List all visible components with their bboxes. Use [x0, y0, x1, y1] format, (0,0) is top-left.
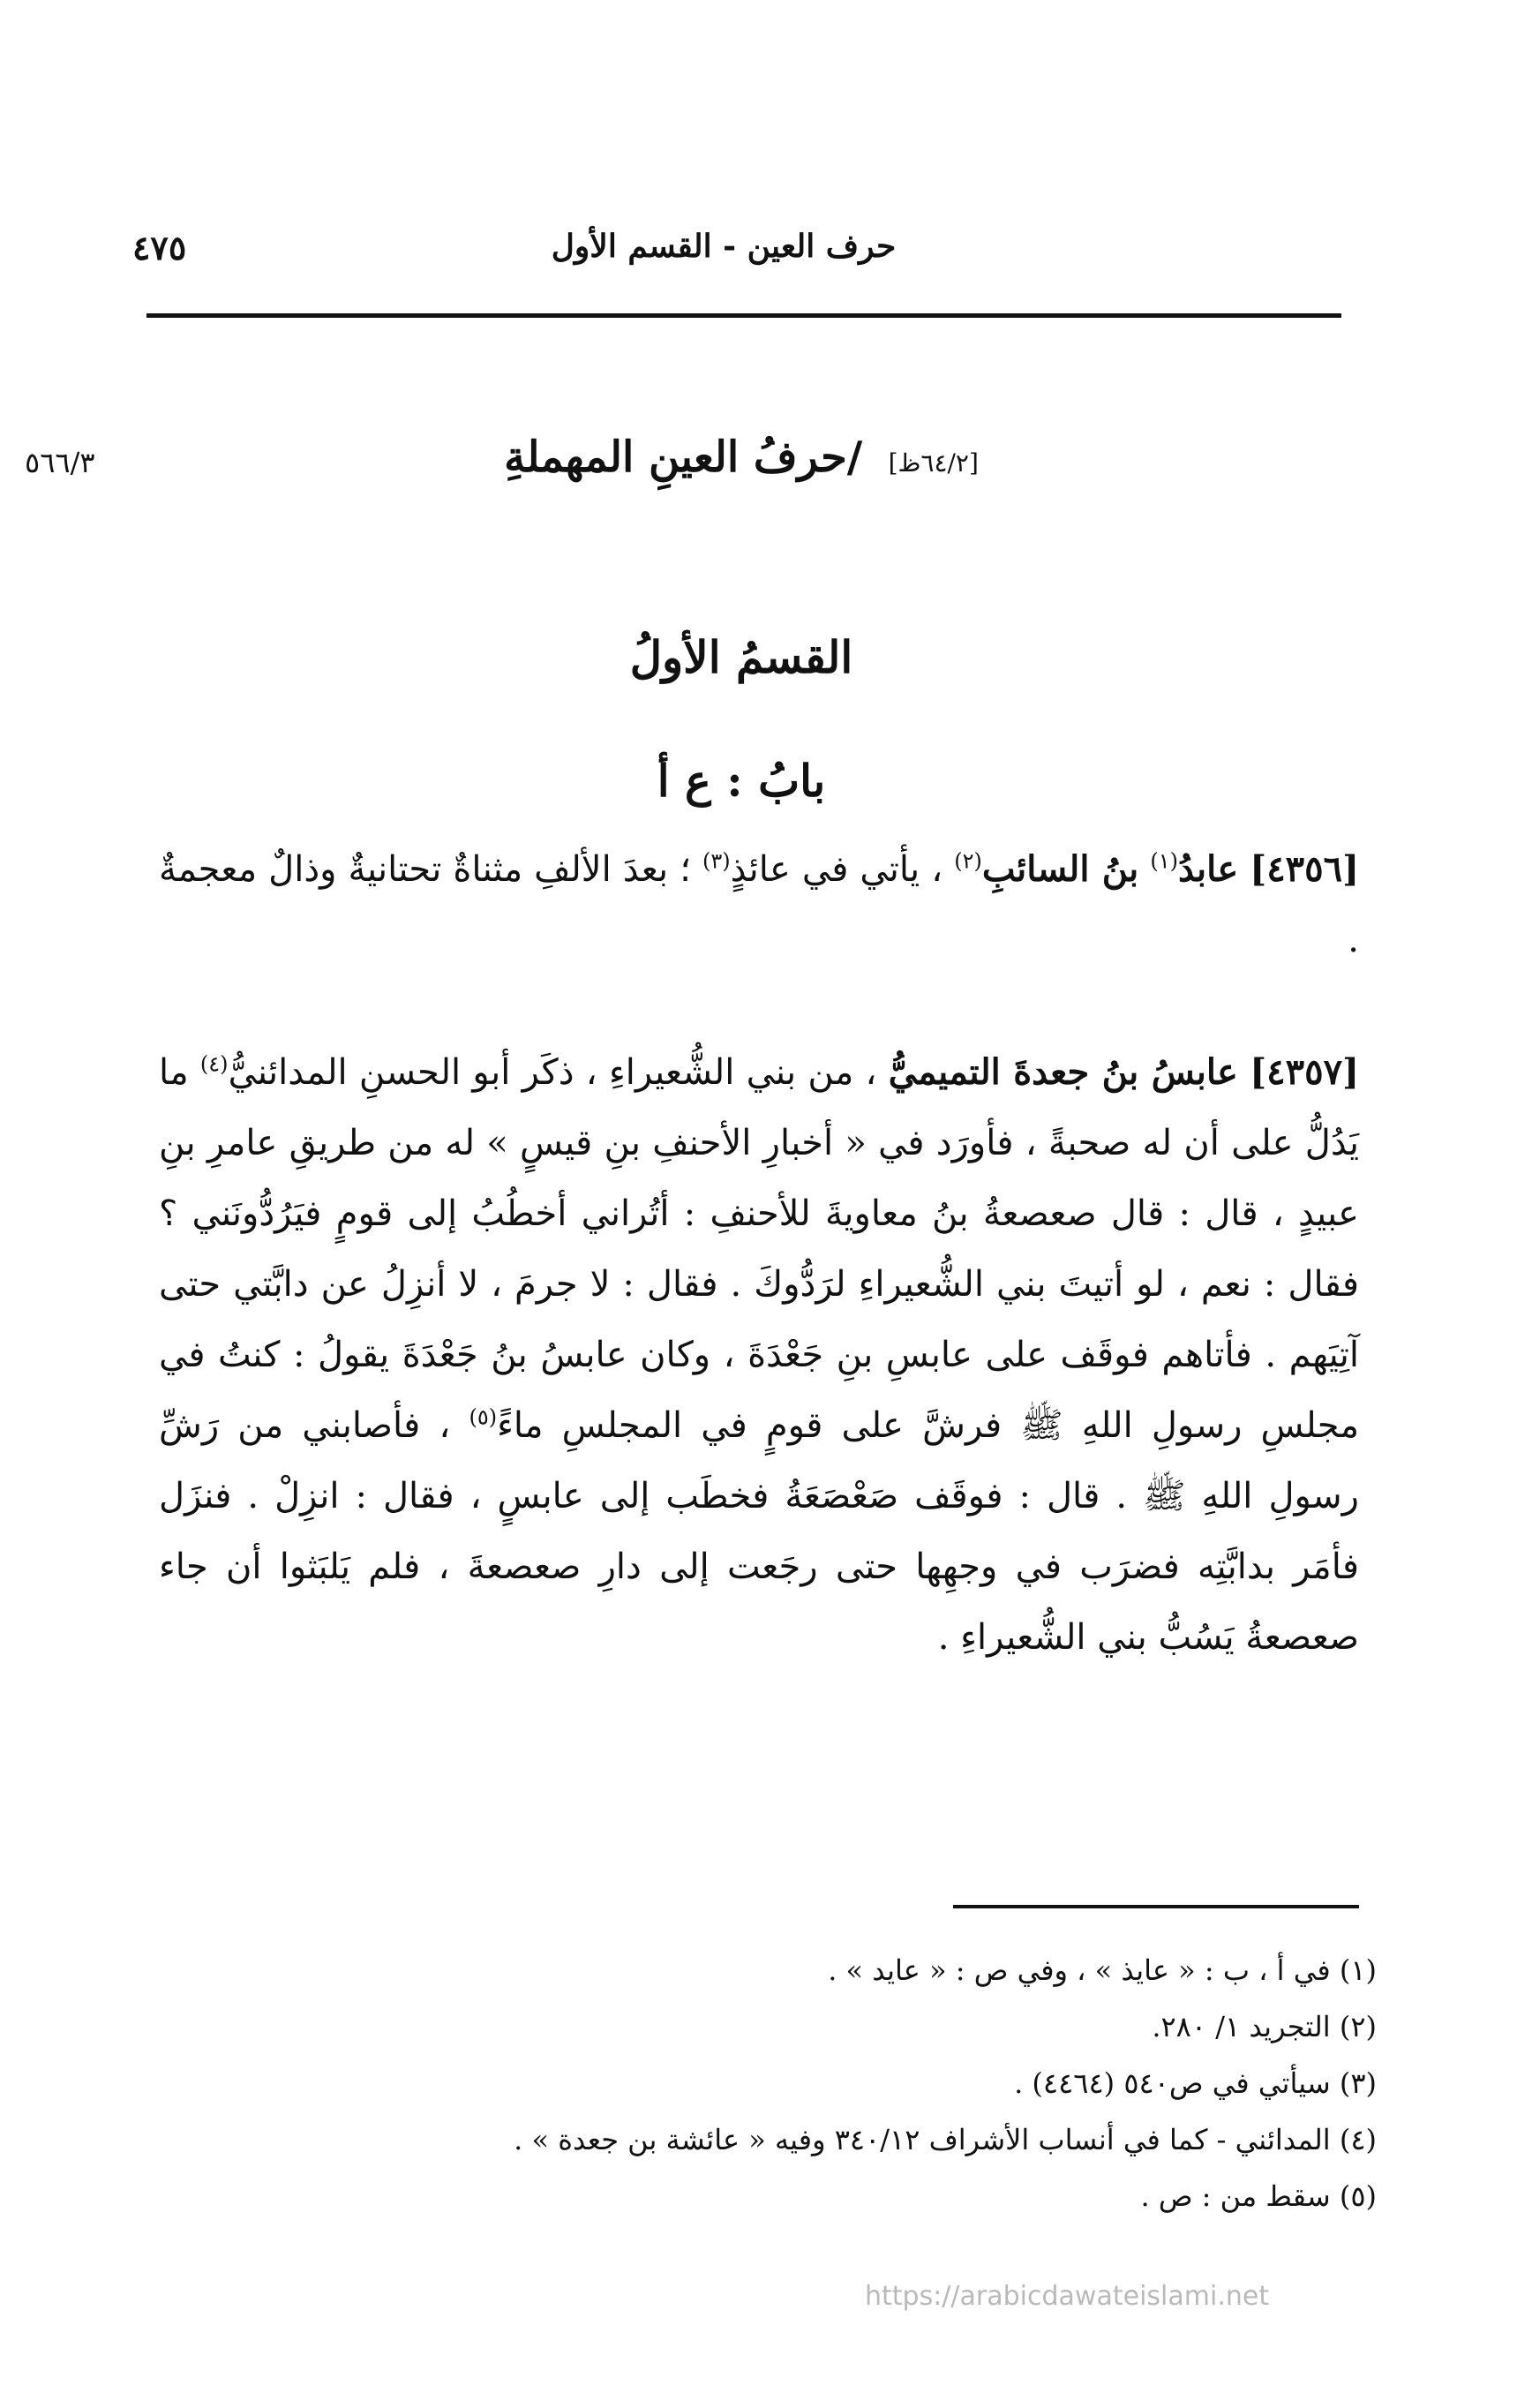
footnote-marker: (٥): [469, 1404, 498, 1430]
footnote-marker: (٢): [954, 848, 982, 874]
chapter-title: /حرفُ العينِ المهملةِ: [504, 433, 863, 482]
entry-text: ما يَدُلُّ على أن له صحبةً ، فأورَد في « أخبارِ الأحنفِ بنِ قيسٍ » له من طريقِ عامرِ بنِ عبيدٍ ، قال : قال صعصعةُ بنُ معاويةَ للأحنفِ : أتُراني أخطُبُ إلى قومٍ فيَرُدُّونَني ؟ فقال : نعم ، لو أتيتَ بني الشُّعيراءِ لرَدُّوكَ . فقال : لا جرمَ ، لا أنزِلُ عن دابَّتي حتى آتِيَهم . فأتاهم فوقَف على عابسِ بنِ جَعْدَةَ ، وكان عابسُ بنُ جَعْدَةَ يقولُ : كنتُ في مجلسِ رسولِ اللهِ ﷺ فرشَّ على قومٍ في المجلسِ ماءً: [159, 1052, 1360, 1446]
margin-volume-reference: ٥٦٦/٣: [25, 446, 95, 479]
entry-text: ، من بني الشُّعيراءِ ، ذكَر أبو الحسنِ المدائنيُّ: [228, 1052, 877, 1093]
entry-number: [٤٣٥٦]: [1250, 848, 1360, 890]
header-rule: [146, 313, 1341, 318]
watermark-url: https://arabicdawateislami.net: [865, 2281, 1270, 2312]
entry-4356: [159, 834, 1359, 975]
running-header-title: حرف العين - القسم الأول: [551, 228, 897, 265]
footnote: (٢) التجريد ١/ ٢٨٠.: [1152, 2010, 1377, 2043]
footnote-rule: [953, 1905, 1359, 1908]
entry-text: ، يأتي في عائذٍ: [730, 849, 943, 890]
entry-name-continued: بنُ السائبِ: [981, 848, 1139, 890]
entry-4357: [159, 1037, 1359, 1673]
chapter-heading: [353, 433, 1130, 482]
entry-number: [٤٣٥٧]: [1250, 1051, 1360, 1093]
folio-reference: [٦٤/٢ظ]: [888, 448, 979, 478]
entry-name: عابسُ بنُ جعدةَ التميميُّ: [888, 1051, 1238, 1093]
section-title: القسمُ الأولُ: [629, 631, 853, 683]
footnote-marker: (١): [1150, 848, 1178, 874]
bab-title: بابُ : ع أ: [657, 755, 826, 807]
page-number: ٤٧٥: [132, 228, 187, 267]
footnote: (٣) سيأتي في ص٥٤٠ (٤٤٦٤) .: [1014, 2066, 1377, 2100]
entry-text: ، فأصابني من رَشِّ رسولِ اللهِ ﷺ . قال : فوقَف صَعْصَعَةُ فخطَب إلى عابسٍ ، فقال : انزِلْ . فنزَل فأمَر بدابَّتِه فضرَب في وجهِها حتى رجَعت إلى دارِ صعصعةَ ، فلم يَلبَثوا أن جاء صعصعةُ يَسُبُّ بني الشُّعيراءِ .: [159, 1405, 1359, 1658]
footnote: (٥) سقط من : ص .: [1140, 2179, 1377, 2213]
footnote-marker: (٤): [199, 1051, 229, 1077]
footnotes: [159, 1942, 1377, 2224]
footnote: (٤) المدائني - كما في أنساب الأشراف ٣٤٠/١٢ وفيه « عائشة بن جعدة » .: [514, 2123, 1377, 2156]
entry-name: عابدُ: [1178, 848, 1239, 890]
footnote: (١) في أ ، ب : « عايذ » ، وفي ص : « عايد » .: [828, 1953, 1377, 1987]
entry-text: ؛ بعدَ الألفِ مثناةٌ تحتانيةٌ وذالٌ معجمةٌ .: [159, 849, 1359, 960]
footnote-marker: (٣): [702, 848, 731, 874]
